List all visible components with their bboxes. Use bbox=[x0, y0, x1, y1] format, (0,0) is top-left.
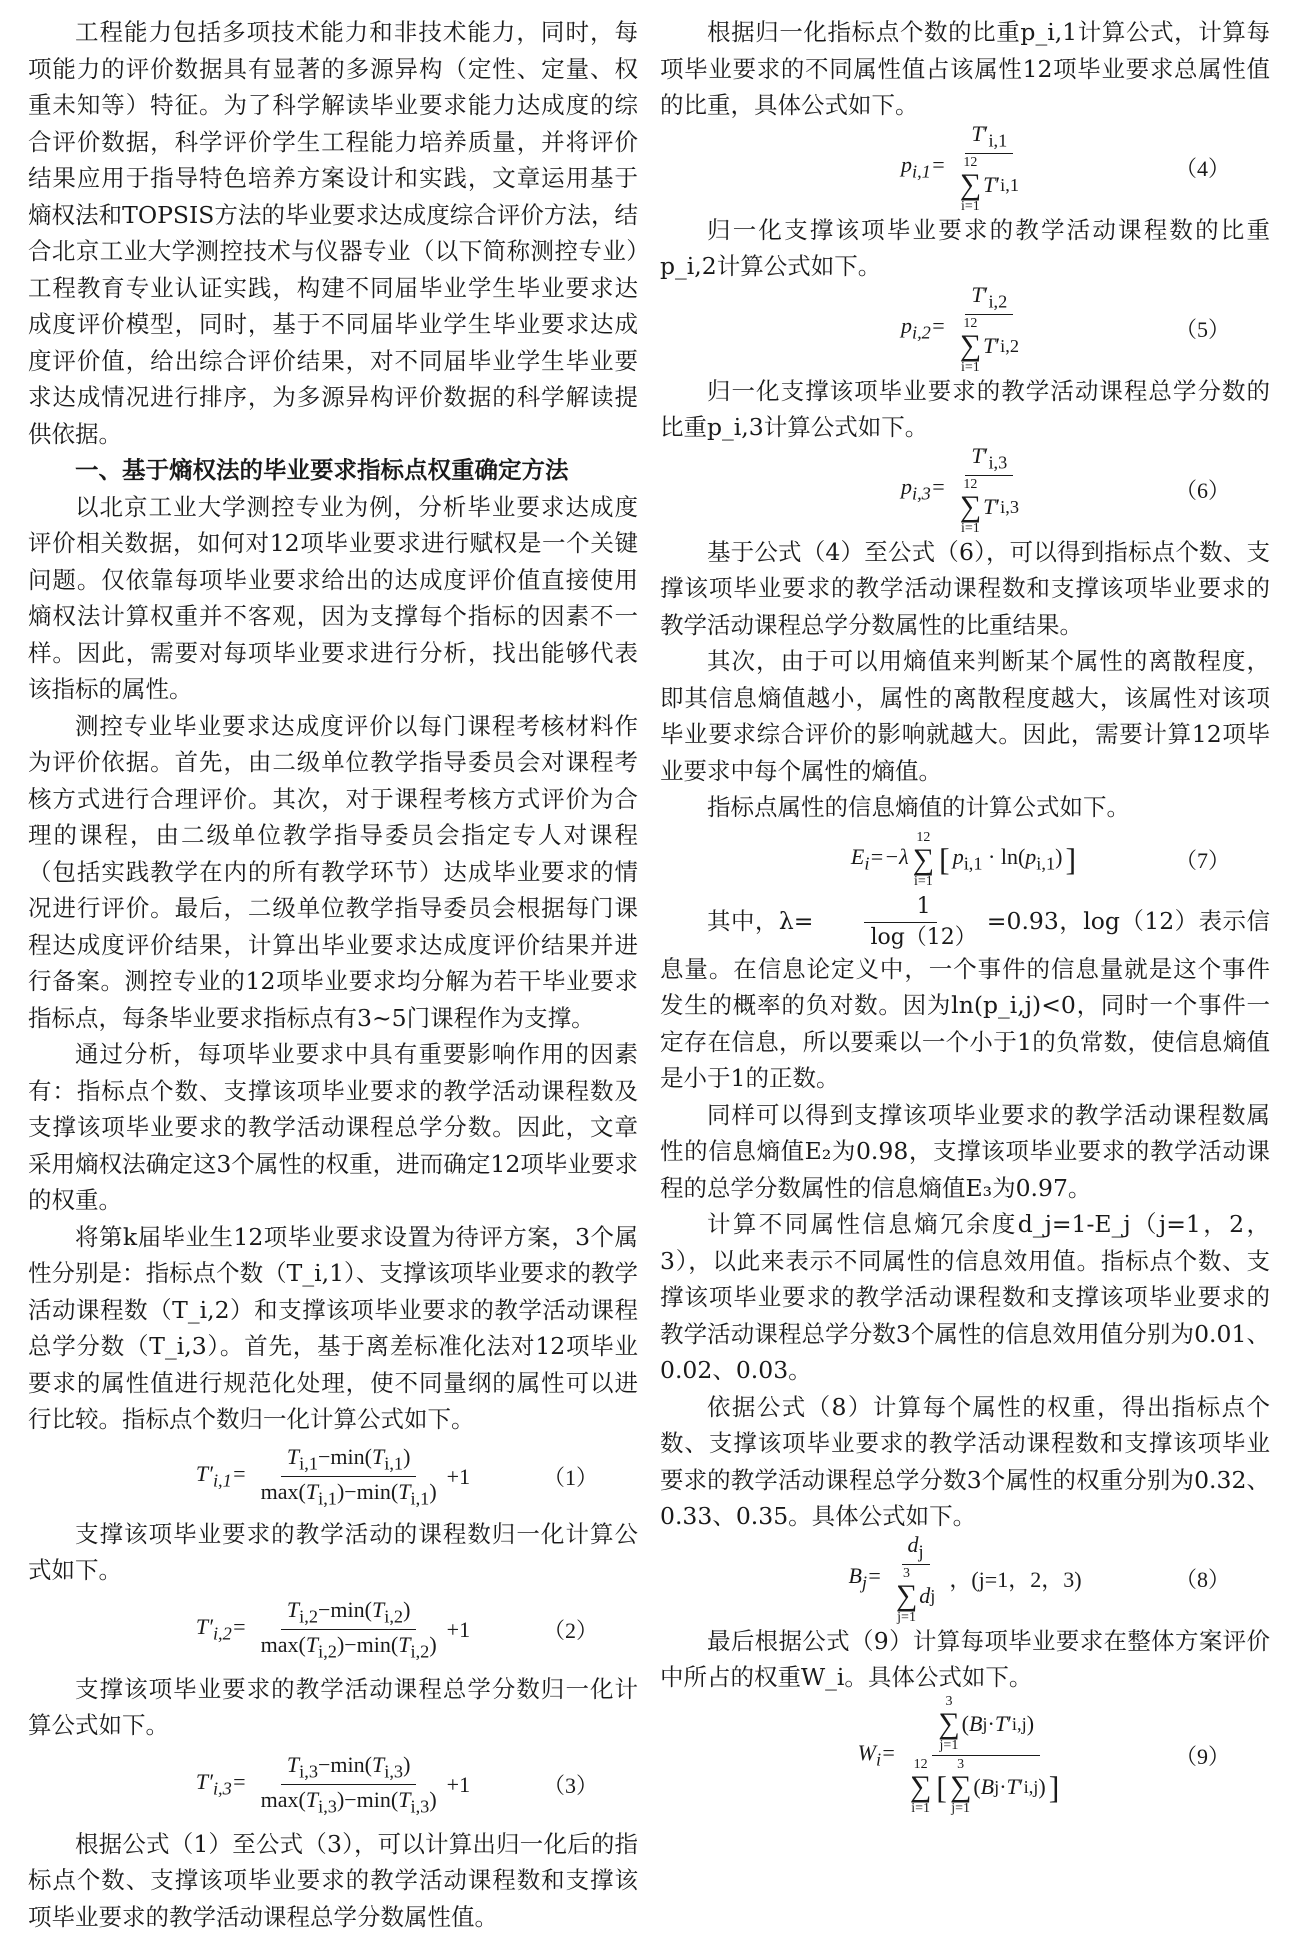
equation-8-condition: ，(j=1，2，3) bbox=[949, 1563, 1081, 1594]
section-heading: 一、基于熵权法的毕业要求指标点权重确定方法 bbox=[28, 452, 638, 489]
equation-9: $W_i=$ 3 ∑ j=1 ( B j · T ′ i,j ) 12 ∑ i=1 [ 3 ∑ j=1 ( B j · T ′ i,j ) ] （9） bbox=[660, 1696, 1270, 1816]
paragraph-credit-normalization: 支撑该项毕业要求的教学活动课程总学分数归一化计算公式如下。 bbox=[28, 1671, 638, 1744]
equation-1-number: （1） bbox=[543, 1461, 598, 1492]
paragraph-course-count-normalization: 支撑该项毕业要求的教学活动的课程数归一化计算公式如下。 bbox=[28, 1516, 638, 1589]
equation-6-number: （6） bbox=[1175, 474, 1230, 505]
lambda-lead: 其中，λ= bbox=[707, 907, 813, 935]
equation-1: $T'_{i,1}=$ $\frac{T_{i,1}-\min(T_{i,1})}{\max(T_{i,1})-\min(T_{i,1})}$ +1 （1） bbox=[28, 1438, 638, 1516]
equation-2: $T'_{i,2}=$ $\frac{T_{i,2}-\min(T_{i,2})}{\max(T_{i,2})-\min(T_{i,2})}$ +1 （2） bbox=[28, 1589, 638, 1671]
equation-5-number: （5） bbox=[1175, 313, 1230, 344]
paragraph-final-weight: 最后根据公式（9）计算每项毕业要求在整体方案评价中所占的权重W_i。具体公式如下。 bbox=[660, 1623, 1270, 1696]
equation-8-number: （8） bbox=[1175, 1563, 1230, 1594]
paragraph-entropy-values: 同样可以得到支撑该项毕业要求的教学活动课程数属性的信息熵值E₂为0.98，支撑该项毕业要求的教学活动课程的总学分数属性的信息熵值E₃为0.97。 bbox=[660, 1097, 1270, 1207]
paragraph-entropy-formula-intro: 指标点属性的信息熵值的计算公式如下。 bbox=[660, 789, 1270, 826]
equation-5: $p_{i,2}=$ $T'_{i,2}$ 12 ∑ i=1 T ′ i,2 （5） bbox=[660, 285, 1270, 373]
equation-9-number: （9） bbox=[1175, 1740, 1230, 1771]
paragraph-proportion-intro: 根据归一化指标点个数的比重p_i,1计算公式，计算每项毕业要求的不同属性值占该属性12项毕业要求总属性值的比重，具体公式如下。 bbox=[660, 14, 1270, 124]
paragraph-weighting-problem: 以北京工业大学测控专业为例，分析毕业要求达成度评价相关数据，如何对12项毕业要求进行赋权是一个关键问题。仅依靠每项毕业要求给出的达成度评价值直接使用熵权法计算权重并不客观，因为支撑每个指标的因素不一样。因此，需要对每项毕业要求进行分析，找出能够代表该指标的属性。 bbox=[28, 489, 638, 708]
right-column bbox=[660, 14, 1270, 1816]
paragraph-credit-proportion: 归一化支撑该项毕业要求的教学活动课程总学分数的比重p_i,3计算公式如下。 bbox=[660, 373, 1270, 446]
paragraph-normalized-result: 根据公式（1）至公式（3），可以计算出归一化后的指标点个数、支撑该项毕业要求的教学活动课程数和支撑该项毕业要求的教学活动课程总学分数属性值。 bbox=[28, 1826, 638, 1935]
left-column bbox=[28, 14, 638, 1935]
equation-4-number: （4） bbox=[1175, 152, 1230, 183]
equation-7-number: （7） bbox=[1175, 844, 1230, 875]
paragraph-intro: 工程能力包括多项技术能力和非技术能力，同时，每项能力的评价数据具有显著的多源异构（定性、定量、权重未知等）特征。为了科学解读毕业要求能力达成度的综合评价数据，科学评价学生工程能力培养质量，并将评价结果应用于指导特色培养方案设计和实践，文章运用基于熵权法和TOPSIS方法的毕业要求达成度综合评价方法，结合北京工业大学测控技术与仪器专业（以下简称测控专业）工程教育专业认证实践，构建不同届毕业学生毕业要求达成度评价模型，同时，基于不同届毕业学生毕业要求达成度评价值，给出综合评价结果，对不同届毕业学生毕业要求达成情况进行排序，为多源异构评价数据的科学解读提供依据。 bbox=[28, 14, 638, 452]
paragraph-weights: 依据公式（8）计算每个属性的权重，得出指标点个数、支撑该项毕业要求的教学活动课程数和支撑该项毕业要求的教学活动课程总学分数3个属性的权重分别为0.32、0.33、0.35。具体公式如下。 bbox=[660, 1389, 1270, 1535]
equation-7: $E_i=-\lambda$ 12 ∑ i=1 [ $p_{i,1} \cdot \ln(p_{i,1})$ ] （7） bbox=[660, 826, 1270, 894]
paragraph-redundancy: 计算不同属性信息熵冗余度d_j=1-E_j（j=1，2，3），以此来表示不同属性的信息效用值。指标点个数、支撑该项毕业要求的教学活动课程数和支撑该项毕业要求的教学活动课程总学分数3个属性的信息效用值分别为0.01、0.02、0.03。 bbox=[660, 1206, 1270, 1389]
lambda-denominator: log（12） bbox=[817, 923, 982, 951]
paragraph-course-proportion: 归一化支撑该项毕业要求的教学活动课程数的比重p_i,2计算公式如下。 bbox=[660, 212, 1270, 285]
paragraph-evaluation-process: 测控专业毕业要求达成度评价以每门课程考核材料作为评价依据。首先，由二级单位教学指导委员会对课程考核方式进行合理评价。其次，对于课程考核方式评价为合理的课程，由二级单位教学指导委员会指定专人对课程（包括实践教学在内的所有教学环节）达成毕业要求的情况进行评价。最后，二级单位教学指导委员会根据每门课程达成度评价结果，计算出毕业要求达成度评价结果并进行备案。测控专业的12项毕业要求均分解为若干毕业要求指标点，每条毕业要求指标点有3~5门课程作为支撑。 bbox=[28, 708, 638, 1037]
equation-3: $T'_{i,3}=$ $\frac{T_{i,3}-\min(T_{i,3})}{\max(T_{i,3})-\min(T_{i,3})}$ +1 （3） bbox=[28, 1744, 638, 1826]
paragraph-normalization: 将第k届毕业生12项毕业要求设置为待评方案，3个属性分别是：指标点个数（T_i,1）、支撑该项毕业要求的教学活动课程数（T_i,2）和支撑该项毕业要求的教学活动课程总学分数（T_i,3）。首先，基于离差标准化法对12项毕业要求的属性值进行规范化处理，使不同量纲的属性可以进行比较。指标点个数归一化计算公式如下。 bbox=[28, 1219, 638, 1438]
paragraph-lambda bbox=[660, 894, 1270, 1097]
paragraph-proportion-result: 基于公式（4）至公式（6），可以得到指标点个数、支撑该项毕业要求的教学活动课程数和支撑该项毕业要求的教学活动课程总学分数属性的比重结果。 bbox=[660, 534, 1270, 644]
lambda-rest: =0.93，log（12）表示信息量。在信息论定义中，一个事件的信息量就是这个事件发生的概率的负对数。因为ln(p_i,j)<0，同时一个事件一定存在信息，所以要乘以一个小于1的负常数，使信息熵值是小于1的正数。 bbox=[660, 907, 1270, 1093]
equation-3-number: （3） bbox=[543, 1769, 598, 1800]
paragraph-attributes: 通过分析，每项毕业要求中具有重要影响作用的因素有：指标点个数、支撑该项毕业要求的教学活动课程数及支撑该项毕业要求的教学活动课程总学分数。因此，文章采用熵权法确定这3个属性的权重，进而确定12项毕业要求的权重。 bbox=[28, 1036, 638, 1219]
lambda-numerator: 1 bbox=[864, 894, 937, 923]
paragraph-entropy-reason: 其次，由于可以用熵值来判断某个属性的离散程度，即其信息熵值越小，属性的离散程度越大，该属性对该项毕业要求综合评价的影响就越大。因此，需要计算12项毕业要求中每个属性的熵值。 bbox=[660, 643, 1270, 789]
equation-6: $p_{i,3}=$ $T'_{i,3}$ 12 ∑ i=1 T ′ i,3 （6） bbox=[660, 446, 1270, 534]
equation-8: $B_j=$ $d_j$ 3 ∑ j=1 d j ，(j=1，2，3) （8） bbox=[660, 1535, 1270, 1623]
equation-2-number: （2） bbox=[543, 1614, 598, 1645]
equation-4: $p_{i,1}=$ $T'_{i,1}$ 12 ∑ i=1 T ′ i,1 （4） bbox=[660, 124, 1270, 212]
